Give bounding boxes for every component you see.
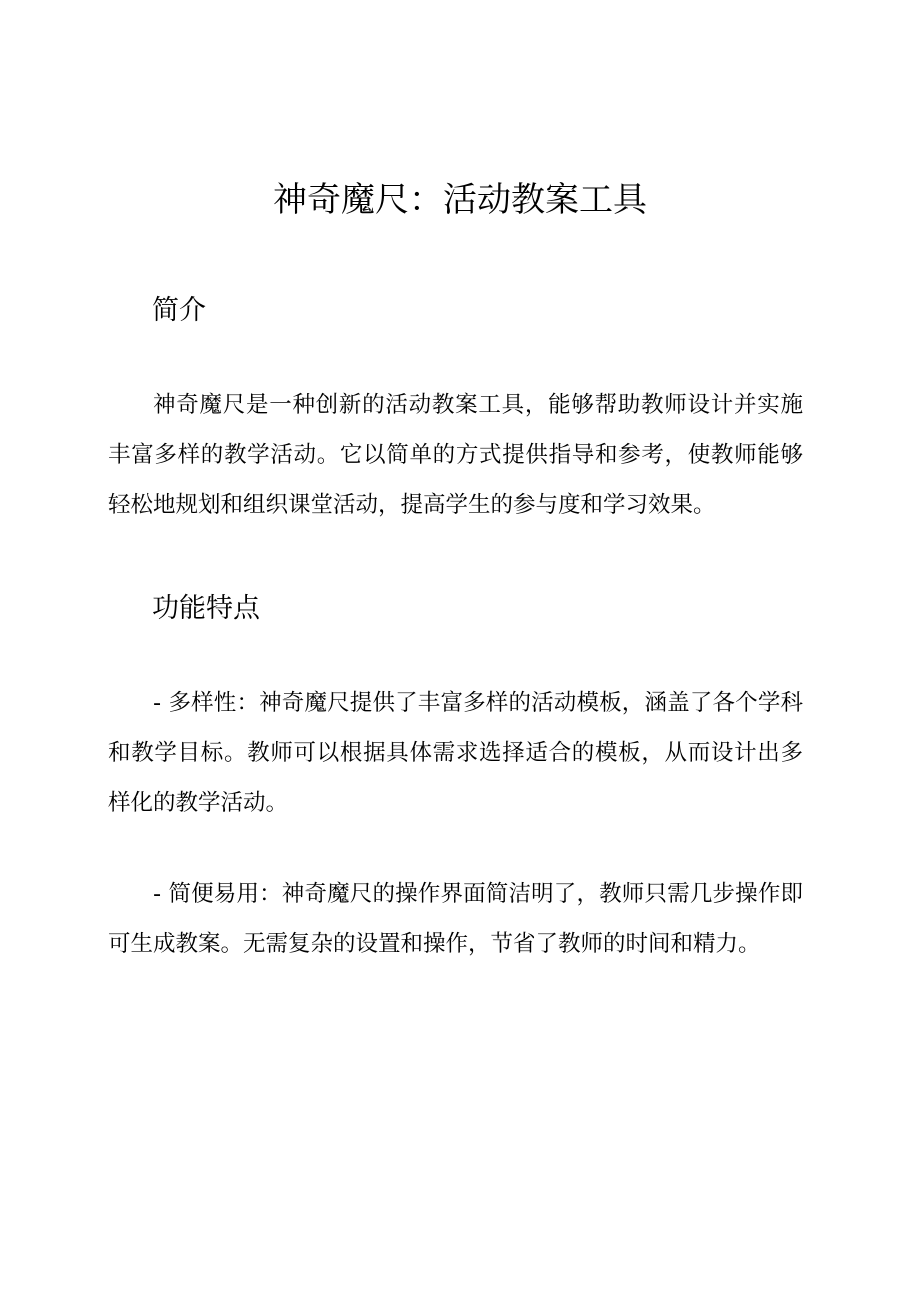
section-heading-features: 功能特点 bbox=[152, 593, 260, 624]
section-heading-intro: 简介 bbox=[152, 295, 206, 326]
page-title: 神奇魔尺：活动教案工具 bbox=[273, 180, 647, 220]
feature-paragraph-ease-of-use: - 简便易用：神奇魔尺的操作界面简洁明了，教师只需几步操作即可生成教案。无需复杂的设置和操作，节省了教师的时间和精力。 bbox=[108, 881, 803, 957]
feature-paragraph-diversity: - 多样性：神奇魔尺提供了丰富多样的活动模板，涵盖了各个学科和教学目标。教师可以根据具体需求选择适合的模板，从而设计出多样化的教学活动。 bbox=[108, 690, 803, 816]
intro-paragraph: 神奇魔尺是一种创新的活动教案工具，能够帮助教师设计并实施丰富多样的教学活动。它以简单的方式提供指导和参考，使教师能够轻松地规划和组织课堂活动，提高学生的参与度和学习效果。 bbox=[108, 392, 803, 518]
